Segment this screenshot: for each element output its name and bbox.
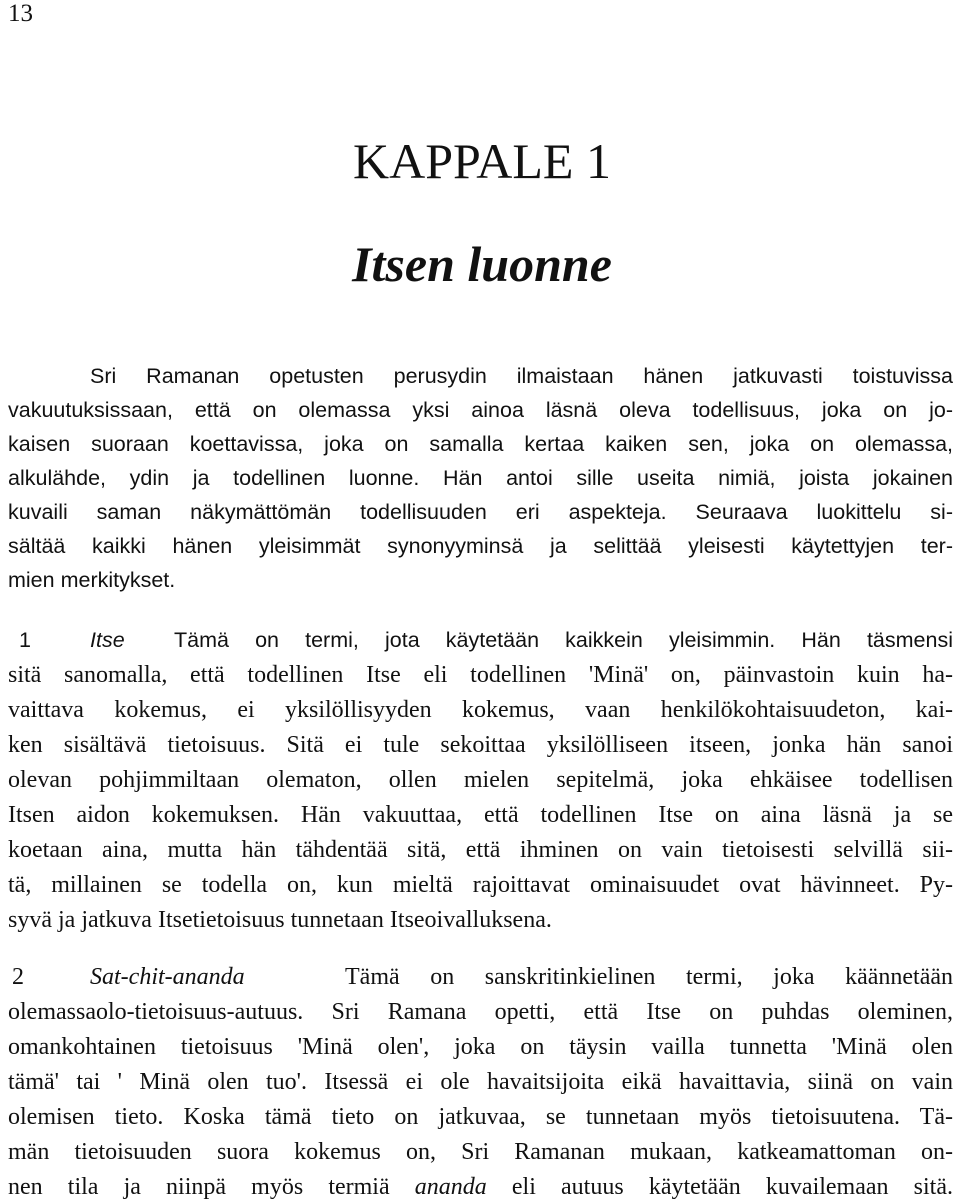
entry-first-line bbox=[8, 623, 953, 657]
chapter-title: Itsen luonne bbox=[352, 236, 612, 292]
text-line: sitä sanomalla, että todellinen Itse eli todellinen 'Minä' on, päinvastoin kuin ha- bbox=[8, 662, 953, 688]
text-line: syvä ja jatkuva Itsetietoisuus tunnetaan Itseoivalluksena. bbox=[8, 907, 552, 933]
text-line: omankohtainen tietoisuus 'Minä olen', joka on täysin vailla tunnetta 'Minä olen bbox=[8, 1034, 953, 1060]
text-line: Itsen aidon kokemuksen. Hän vakuuttaa, että todellinen Itse on aina läsnä ja se bbox=[8, 802, 953, 828]
text-line: olemassaolo-tietoisuus-autuus. Sri Ramana opetti, että Itse on puhdas oleminen, bbox=[8, 999, 953, 1025]
text-line: Sri Ramanan opetusten perusydin ilmaistaan hänen jatkuvasti toistuvissa bbox=[90, 364, 953, 388]
text-line: olemisen tieto. Koska tämä tieto on jatkuvaa, se tunnetaan myös tietoisuutena. Tä- bbox=[8, 1104, 953, 1130]
chapter-heading: KAPPALE 1 bbox=[353, 133, 611, 189]
text-line: koetaan aina, mutta hän tähdentää sitä, että ihminen on vain tietoisesti selvillä sii- bbox=[8, 837, 953, 863]
text-line: tämä' tai ' Minä olen tuo'. Itsessä ei ole havaitsijoita eikä havaittavia, siinä on vain bbox=[8, 1069, 953, 1095]
text-line: mien merkitykset. bbox=[8, 568, 176, 592]
text-line: alkulähde, ydin ja todellinen luonne. Hän antoi sille useita nimiä, joista jokainen bbox=[8, 466, 953, 490]
text-line: män tietoisuuden suora kokemus on, Sri Ramanan mukaan, katkeamattoman on- bbox=[8, 1139, 953, 1165]
text-line bbox=[8, 1170, 953, 1204]
text-span: eli autuus käytetään kuvailemaan sitä. bbox=[486, 1174, 953, 1200]
entry-first-line bbox=[8, 960, 953, 994]
emphasized-term: ananda bbox=[414, 1174, 487, 1200]
text-line: olevan pohjimmiltaan olematon, ollen mielen sepitelmä, joka ehkäisee todellisen bbox=[8, 767, 953, 793]
entry-text: Tämä on termi, jota käytetään kaikkein yleisimmin. Hän täsmensi bbox=[174, 628, 953, 652]
text-line: vakuutuksissaan, että on olemassa yksi ainoa läsnä oleva todellisuus, joka on jo- bbox=[8, 398, 953, 422]
text-line: kuvaili saman näkymättömän todellisuuden eri aspekteja. Seuraava luokittelu si- bbox=[8, 500, 953, 524]
text-line: ken sisältävä tietoisuus. Sitä ei tule sekoittaa yksilölliseen itseen, jonka hän sanoi bbox=[8, 732, 953, 758]
text-line: tä, millainen se todella on, kun mieltä rajoittavat ominaisuudet ovat hävinneet. Py- bbox=[8, 872, 953, 898]
entry-text: Tämä on sanskritinkielinen termi, joka käännetään bbox=[345, 964, 953, 990]
entry-number: 1 bbox=[19, 628, 31, 652]
text-line: vaittava kokemus, ei yksilöllisyyden kokemus, vaan henkilökohtaisuudeton, kai- bbox=[8, 697, 953, 723]
text-span: nen tila ja niinpä myös termiä bbox=[8, 1174, 415, 1200]
entry-term: Sat-chit-ananda bbox=[90, 964, 245, 990]
page-number: 13 bbox=[8, 0, 33, 27]
entry-term: Itse bbox=[90, 628, 125, 652]
text-line: sältää kaikki hänen yleisimmät synonyyminsä ja selittää yleisesti käytettyjen ter- bbox=[8, 534, 953, 558]
text-line: kaisen suoraan koettavissa, joka on samalla kertaa kaiken sen, joka on olemassa, bbox=[8, 432, 953, 456]
entry-number: 2 bbox=[12, 964, 24, 990]
